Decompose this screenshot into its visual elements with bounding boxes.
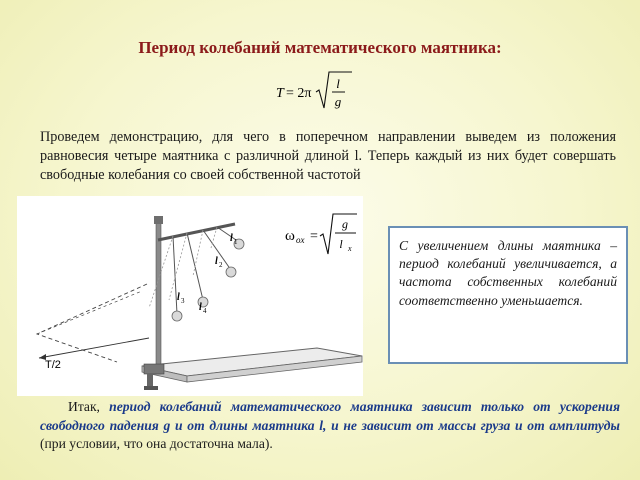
period-formula bbox=[272, 68, 362, 114]
stand-rod bbox=[156, 220, 161, 374]
half-period-arrow bbox=[39, 338, 149, 358]
length-label-4: l bbox=[199, 302, 202, 313]
svg-text:3: 3 bbox=[181, 297, 185, 305]
conclusion-lead: Итак, bbox=[68, 399, 110, 414]
stand-clamp bbox=[144, 364, 164, 374]
conclusion-tail: (при условии, что она достаточна мала). bbox=[40, 436, 273, 451]
info-box: С увеличением длины маятника – период колебаний увеличивается, а частота собственных колебаний соответственно уменьшается. bbox=[388, 226, 628, 364]
svg-text:x: x bbox=[348, 244, 352, 253]
svg-text:4: 4 bbox=[203, 307, 207, 315]
svg-text:2: 2 bbox=[219, 261, 223, 269]
formula-eq: = 2π bbox=[286, 86, 312, 101]
conclusion-highlight: период колебаний математического маятника зависит только от ускорения свободного падения g и от длины маятника l, и не зависит от массы груза и от амплитуды bbox=[40, 399, 620, 433]
svg-text:ox: ox bbox=[296, 235, 305, 245]
slide-title: Период колебаний математического маятника: bbox=[138, 38, 502, 57]
pendulum-bob-4 bbox=[172, 311, 182, 321]
intro-paragraph: Проведем демонстрацию, для чего в поперечном направлении выведем из положения равновесия четыре маятника с различной длиной l. Теперь каждый из них будет совершать свободные колебания со своей собственной частотой bbox=[40, 129, 616, 183]
svg-text:g: g bbox=[342, 217, 348, 231]
length-label-1: l bbox=[230, 233, 233, 244]
formula-denominator: g bbox=[334, 94, 342, 109]
conclusion-paragraph bbox=[40, 398, 620, 454]
formula-numerator: l bbox=[336, 76, 340, 91]
pendulum-bob-2 bbox=[226, 267, 236, 277]
formula-lhs: T bbox=[276, 86, 284, 101]
length-label-3: l bbox=[177, 292, 180, 303]
svg-text:=: = bbox=[310, 229, 318, 244]
pendulum-figure bbox=[17, 196, 363, 396]
swing-path-dashed bbox=[37, 284, 147, 362]
svg-text:ω: ω bbox=[285, 228, 295, 244]
omega-formula bbox=[285, 214, 357, 254]
length-label-2: l bbox=[215, 256, 218, 267]
svg-text:l: l bbox=[339, 237, 343, 251]
svg-text:1: 1 bbox=[234, 238, 238, 246]
half-period-label: T/2 bbox=[45, 359, 61, 371]
